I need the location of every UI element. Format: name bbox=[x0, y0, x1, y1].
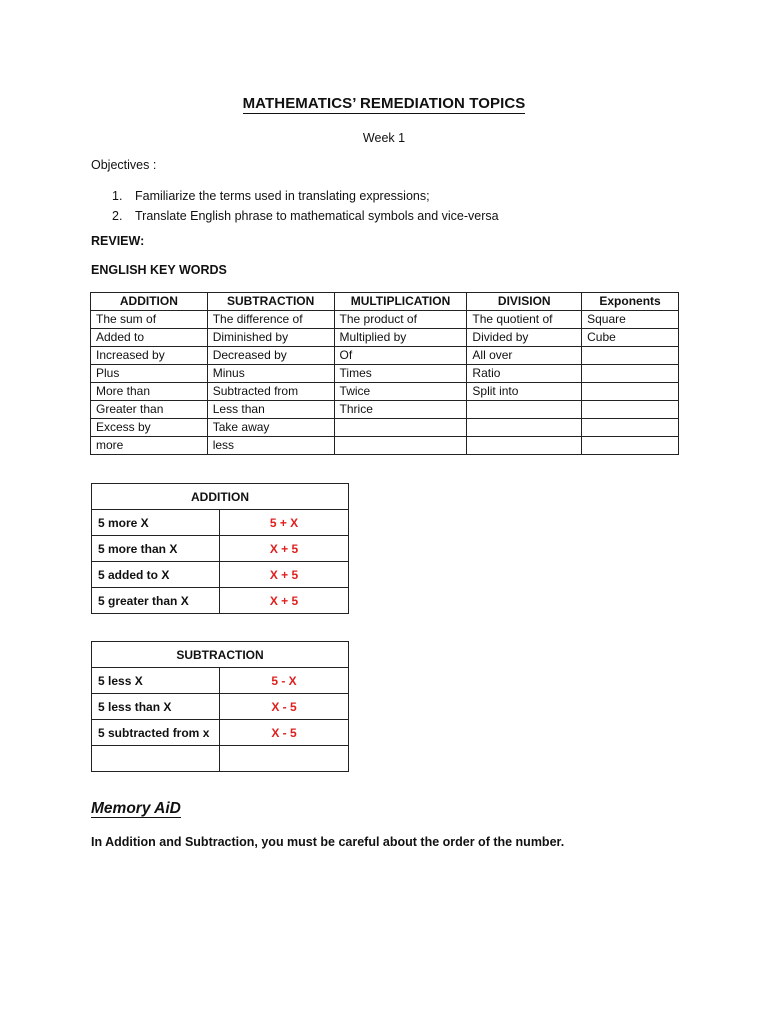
table-row bbox=[92, 720, 349, 746]
phrase-cell: 5 more than X bbox=[92, 536, 220, 562]
objectives-list bbox=[112, 186, 499, 226]
table-row bbox=[92, 746, 349, 772]
keyword-cell bbox=[467, 419, 582, 437]
keyword-cell: Split into bbox=[467, 383, 582, 401]
keyword-cell: Less than bbox=[207, 401, 334, 419]
review-label: REVIEW: bbox=[91, 234, 145, 248]
table-row bbox=[92, 694, 349, 720]
objectives-label: Objectives : bbox=[91, 158, 157, 172]
keyword-cell: The difference of bbox=[207, 311, 334, 329]
keyword-cell: Excess by bbox=[91, 419, 208, 437]
keyword-cell bbox=[582, 437, 679, 455]
keyword-cell: Greater than bbox=[91, 401, 208, 419]
week-label: Week 1 bbox=[362, 131, 406, 145]
header-exponents: Exponents bbox=[582, 293, 679, 311]
addition-table bbox=[91, 483, 349, 614]
objective-number: 1. bbox=[112, 189, 123, 203]
keyword-cell bbox=[582, 365, 679, 383]
expression-cell: X + 5 bbox=[220, 588, 349, 614]
expression-cell: 5 + X bbox=[220, 510, 349, 536]
keyword-cell: Of bbox=[334, 347, 467, 365]
table-row bbox=[92, 562, 349, 588]
keyword-cell: Ratio bbox=[467, 365, 582, 383]
memory-aid-text: Memory AiD bbox=[91, 800, 181, 817]
expression-cell: X - 5 bbox=[220, 720, 349, 746]
expression-cell: X - 5 bbox=[220, 694, 349, 720]
objective-item bbox=[112, 186, 499, 206]
phrase-cell: 5 greater than X bbox=[92, 588, 220, 614]
objective-number: 2. bbox=[112, 209, 123, 223]
keyword-cell: Added to bbox=[91, 329, 208, 347]
phrase-cell: 5 subtracted from x bbox=[92, 720, 220, 746]
table-row bbox=[91, 329, 679, 347]
expression-cell: X + 5 bbox=[220, 536, 349, 562]
objective-text: Familiarize the terms used in translating expressions; bbox=[135, 189, 430, 203]
addition-heading: ADDITION bbox=[92, 484, 349, 510]
phrase-cell: 5 less than X bbox=[92, 694, 220, 720]
phrase-cell: 5 more X bbox=[92, 510, 220, 536]
table-row bbox=[91, 419, 679, 437]
english-key-words-table bbox=[90, 292, 679, 455]
keyword-cell: Take away bbox=[207, 419, 334, 437]
header-subtraction: SUBTRACTION bbox=[207, 293, 334, 311]
keyword-cell: Minus bbox=[207, 365, 334, 383]
objective-item bbox=[112, 206, 499, 226]
keyword-cell bbox=[467, 401, 582, 419]
keyword-cell: The sum of bbox=[91, 311, 208, 329]
phrase-cell: 5 less X bbox=[92, 668, 220, 694]
expression-cell: 5 - X bbox=[220, 668, 349, 694]
objective-text: Translate English phrase to mathematical symbols and vice-versa bbox=[135, 209, 499, 223]
header-addition: ADDITION bbox=[91, 293, 208, 311]
keyword-cell: less bbox=[207, 437, 334, 455]
table-row bbox=[91, 311, 679, 329]
keyword-cell: Subtracted from bbox=[207, 383, 334, 401]
expression-cell: X + 5 bbox=[220, 562, 349, 588]
keyword-cell bbox=[582, 419, 679, 437]
subtraction-heading: SUBTRACTION bbox=[92, 642, 349, 668]
keyword-cell bbox=[582, 347, 679, 365]
memory-aid-note: In Addition and Subtraction, you must be careful about the order of the number. bbox=[91, 835, 565, 849]
table-row bbox=[92, 510, 349, 536]
table-row bbox=[91, 365, 679, 383]
keyword-cell bbox=[467, 437, 582, 455]
phrase-cell: 5 added to X bbox=[92, 562, 220, 588]
keyword-cell: The product of bbox=[334, 311, 467, 329]
table-row bbox=[91, 347, 679, 365]
table-row bbox=[92, 536, 349, 562]
table-row bbox=[91, 383, 679, 401]
keyword-cell: Increased by bbox=[91, 347, 208, 365]
keyword-cell: The quotient of bbox=[467, 311, 582, 329]
keyword-cell: Square bbox=[582, 311, 679, 329]
keyword-cell: Plus bbox=[91, 365, 208, 383]
keyword-cell: Decreased by bbox=[207, 347, 334, 365]
keyword-cell bbox=[334, 437, 467, 455]
table-row bbox=[91, 437, 679, 455]
keyword-cell: All over bbox=[467, 347, 582, 365]
document-title bbox=[0, 95, 768, 112]
keyword-cell: More than bbox=[91, 383, 208, 401]
subtraction-table bbox=[91, 641, 349, 772]
keyword-cell: Thrice bbox=[334, 401, 467, 419]
table-row bbox=[92, 588, 349, 614]
keyword-cell bbox=[582, 401, 679, 419]
keyword-cell: Times bbox=[334, 365, 467, 383]
expression-cell bbox=[220, 746, 349, 772]
keyword-cell: Multiplied by bbox=[334, 329, 467, 347]
table-row bbox=[91, 401, 679, 419]
keyword-cell bbox=[334, 419, 467, 437]
table-header-row bbox=[91, 293, 679, 311]
keyword-cell: Cube bbox=[582, 329, 679, 347]
keywords-table-body bbox=[91, 311, 679, 455]
phrase-cell bbox=[92, 746, 220, 772]
keyword-cell: Twice bbox=[334, 383, 467, 401]
keyword-cell bbox=[582, 383, 679, 401]
header-division: DIVISION bbox=[467, 293, 582, 311]
keyword-cell: Diminished by bbox=[207, 329, 334, 347]
memory-aid-heading bbox=[91, 800, 181, 818]
header-multiplication: MULTIPLICATION bbox=[334, 293, 467, 311]
table-row bbox=[92, 668, 349, 694]
keyword-cell: Divided by bbox=[467, 329, 582, 347]
keyword-cell: more bbox=[91, 437, 208, 455]
title-text: MATHEMATICS’ REMEDIATION TOPICS bbox=[242, 95, 526, 112]
keywords-label: ENGLISH KEY WORDS bbox=[91, 263, 227, 277]
